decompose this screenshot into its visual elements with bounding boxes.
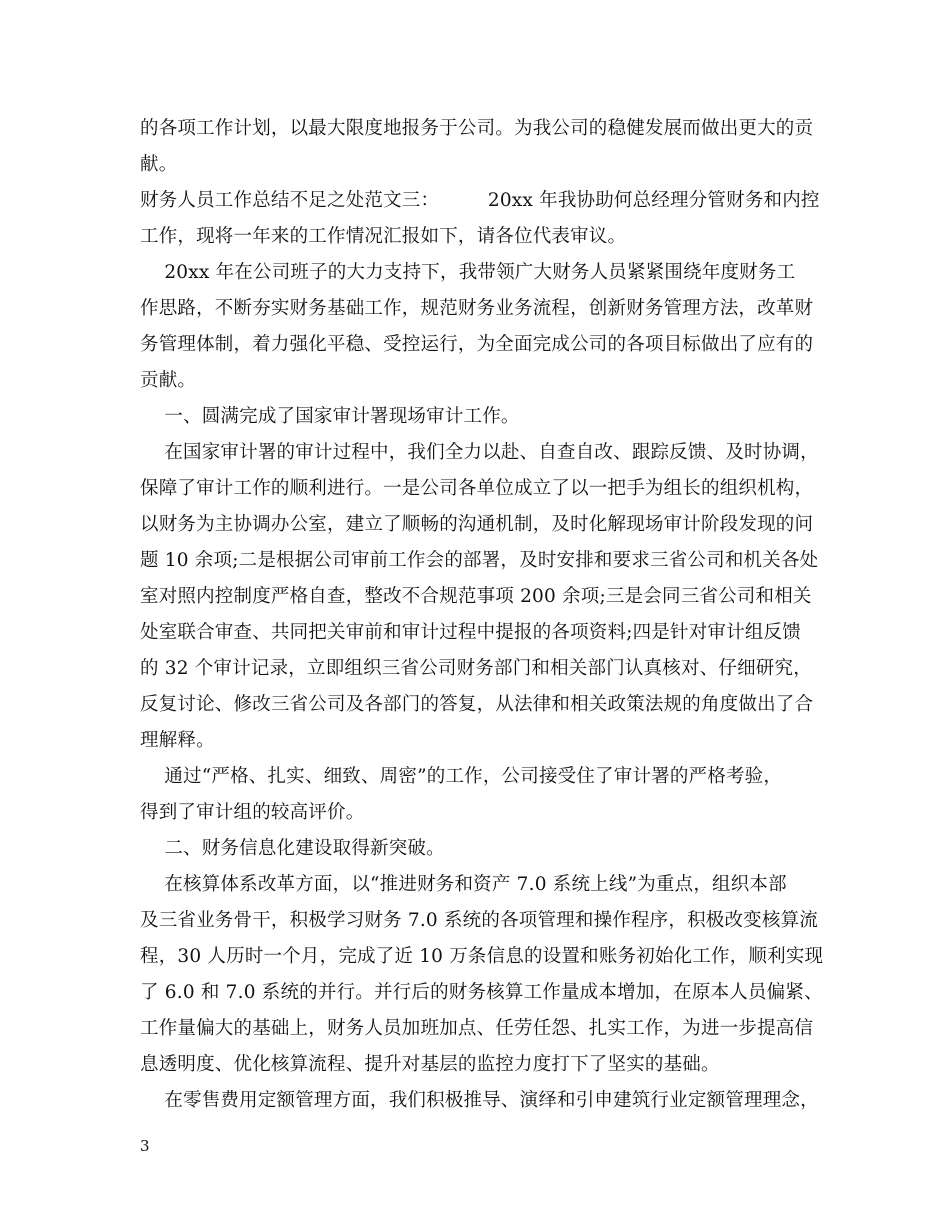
text-line: 室对照内控制度严格自查，整改不合规范事项 200 余项;三是会同三省公司和相关 [140, 586, 812, 607]
text-line: 理解释。 [140, 730, 215, 751]
text-line: 保障了审计工作的顺利进行。一是公司各单位成立了以一把手为组长的组织机构， [140, 478, 814, 499]
section-heading: 二、财务信息化建设取得新突破。 [140, 838, 445, 859]
text-line: 在国家审计署的审计过程中，我们全力以赴、自查自改、跟踪反馈、及时协调， [140, 442, 819, 463]
text-line: 处室联合审查、共同把关审前和审计过程中提报的各项资料;四是针对审计组反馈 [140, 622, 801, 643]
text-line: 工作量偏大的基础上，财务人员加班加点、任劳任怨、扎实工作，为进一步提高信 [140, 1018, 814, 1039]
text-line: 作思路，不断夯实财务基础工作，规范财务业务流程，创新财务管理方法，改革财 [140, 298, 814, 319]
text-line: 得到了审计组的较高评价。 [140, 802, 365, 823]
text-line: 以财务为主协调办公室，建立了顺畅的沟通机制，及时化解现场审计阶段发现的问 [140, 514, 814, 535]
text-line: 在零售费用定额管理方面，我们积极推导、演绎和引申建筑行业定额管理理念， [140, 1090, 819, 1111]
text-line: 财务人员工作总结不足之处范文三： 20xx 年我协助何总经理分管财务和内控 [140, 190, 820, 211]
text-line: 反复讨论、修改三省公司及各部门的答复，从法律和相关政策法规的角度做出了合 [140, 694, 814, 715]
text-line: 工作，现将一年来的工作情况汇报如下，请各位代表审议。 [140, 226, 627, 247]
text-line: 息透明度、优化核算流程、提升对基层的监控力度打下了坚实的基础。 [140, 1054, 720, 1075]
text-line: 务管理体制，着力强化平稳、受控运行，为全面完成公司的各项目标做出了应有的 [140, 334, 814, 355]
text-line: 及三省业务骨干，积极学习财务 7.0 系统的各项管理和操作程序，积极改变核算流 [140, 910, 818, 931]
text-line: 通过“严格、扎实、细致、周密”的工作，公司接受住了审计署的严格考验， [140, 766, 783, 787]
text-line: 了 6.0 和 7.0 系统的并行。并行后的财务核算工作量成本增加，在原本人员偏紧、 [140, 982, 823, 1003]
text-line: 贡献。 [140, 370, 197, 391]
text-line: 20xx 年在公司班子的大力支持下，我带领广大财务人员紧紧围绕年度财务工 [140, 262, 796, 283]
text-line: 题 10 余项;二是根据公司审前工作会的部署，及时安排和要求三省公司和机关各处 [140, 550, 819, 571]
page-number: 3 [140, 1137, 150, 1155]
text-line: 的 32 个审计记录，立即组织三省公司财务部门和相关部门认真核对、仔细研究， [140, 658, 812, 679]
text-line: 献。 [140, 154, 178, 175]
section-heading: 一、圆满完成了国家审计署现场审计工作。 [140, 406, 520, 427]
text-line: 程，30 人历时一个月，完成了近 10 万条信息的设置和账务初始化工作，顺利实现 [140, 946, 824, 967]
text-line: 在核算体系改革方面，以“推进财务和资产 7.0 系统上线”为重点，组织本部 [140, 874, 787, 895]
text-line: 的各项工作计划，以最大限度地报务于公司。为我公司的稳健发展而做出更大的贡 [140, 118, 814, 139]
